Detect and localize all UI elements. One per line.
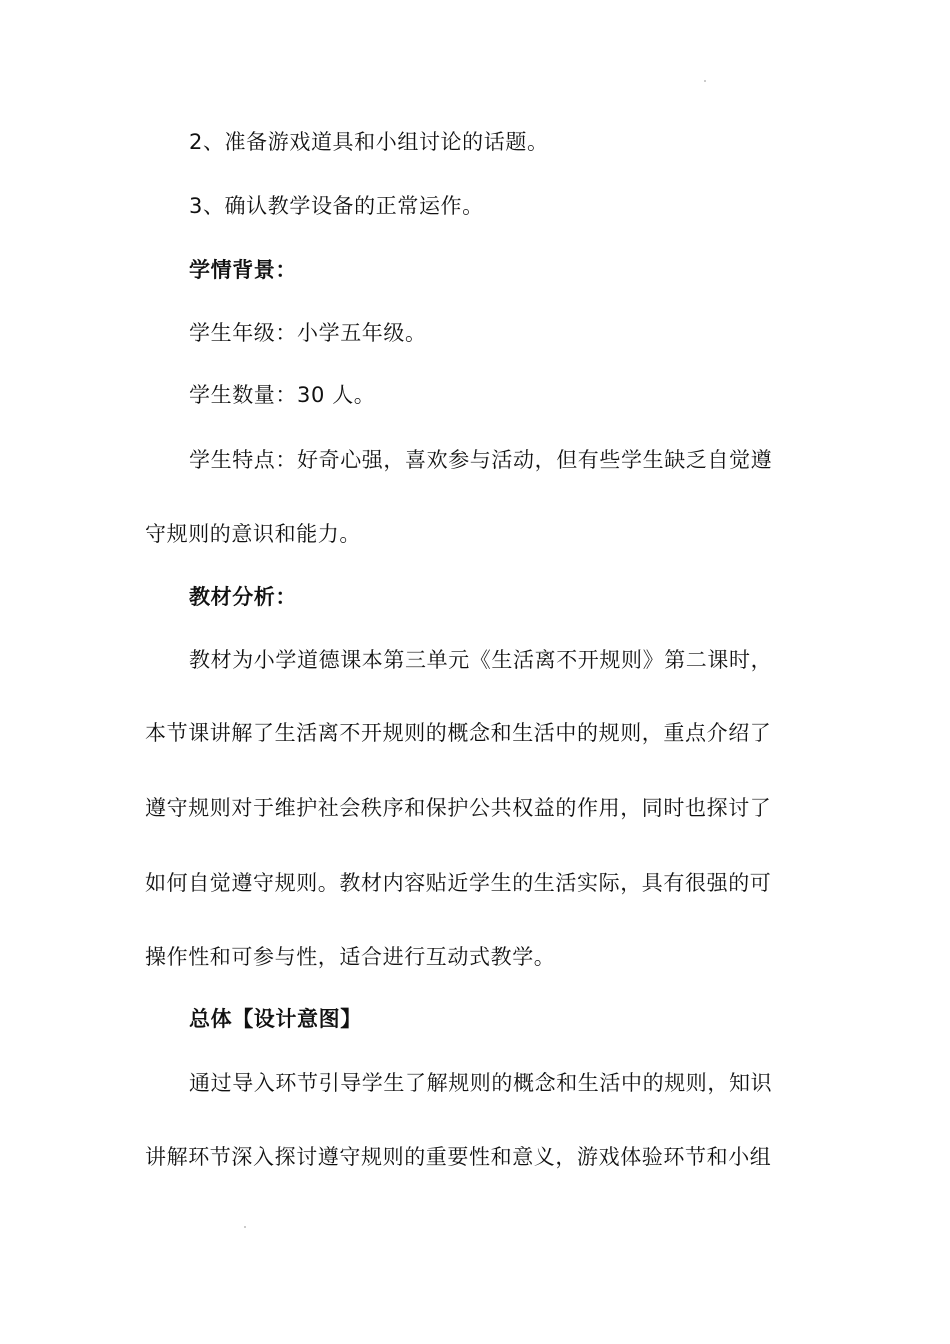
material-analysis-line-1: 教材为小学道德课本第三单元《生活离不开规则》第二课时， <box>189 648 773 672</box>
page-speck-top <box>704 80 706 82</box>
material-analysis-heading: 教材分析： <box>189 585 297 609</box>
design-intent-line-2: 讲解环节深入探讨遵守规则的重要性和意义，游戏体验环节和小组 <box>145 1145 772 1169</box>
material-analysis-line-5: 操作性和可参与性，适合进行互动式教学。 <box>145 945 556 969</box>
material-analysis-line-2: 本节课讲解了生活离不开规则的概念和生活中的规则，重点介绍了 <box>145 721 772 745</box>
design-intent-heading: 总体【设计意图】 <box>189 1007 362 1031</box>
prep-item-3: 3、确认教学设备的正常运作。 <box>189 194 484 218</box>
design-intent-line-1: 通过导入环节引导学生了解规则的概念和生活中的规则，知识 <box>189 1071 773 1095</box>
prep-item-2: 2、准备游戏道具和小组讨论的话题。 <box>189 130 549 154</box>
material-analysis-line-3: 遵守规则对于维护社会秩序和保护公共权益的作用，同时也探讨了 <box>145 796 772 820</box>
learner-background-heading: 学情背景： <box>189 258 297 282</box>
material-analysis-line-4: 如何自觉遵守规则。教材内容贴近学生的生活实际，具有很强的可 <box>145 871 772 895</box>
page-speck-bottom <box>244 1226 246 1228</box>
student-traits-line-2: 守规则的意识和能力。 <box>145 522 361 546</box>
student-count: 学生数量：30 人。 <box>189 383 376 407</box>
student-grade: 学生年级：小学五年级。 <box>189 321 427 345</box>
student-traits-line-1: 学生特点：好奇心强，喜欢参与活动，但有些学生缺乏自觉遵 <box>189 448 773 472</box>
